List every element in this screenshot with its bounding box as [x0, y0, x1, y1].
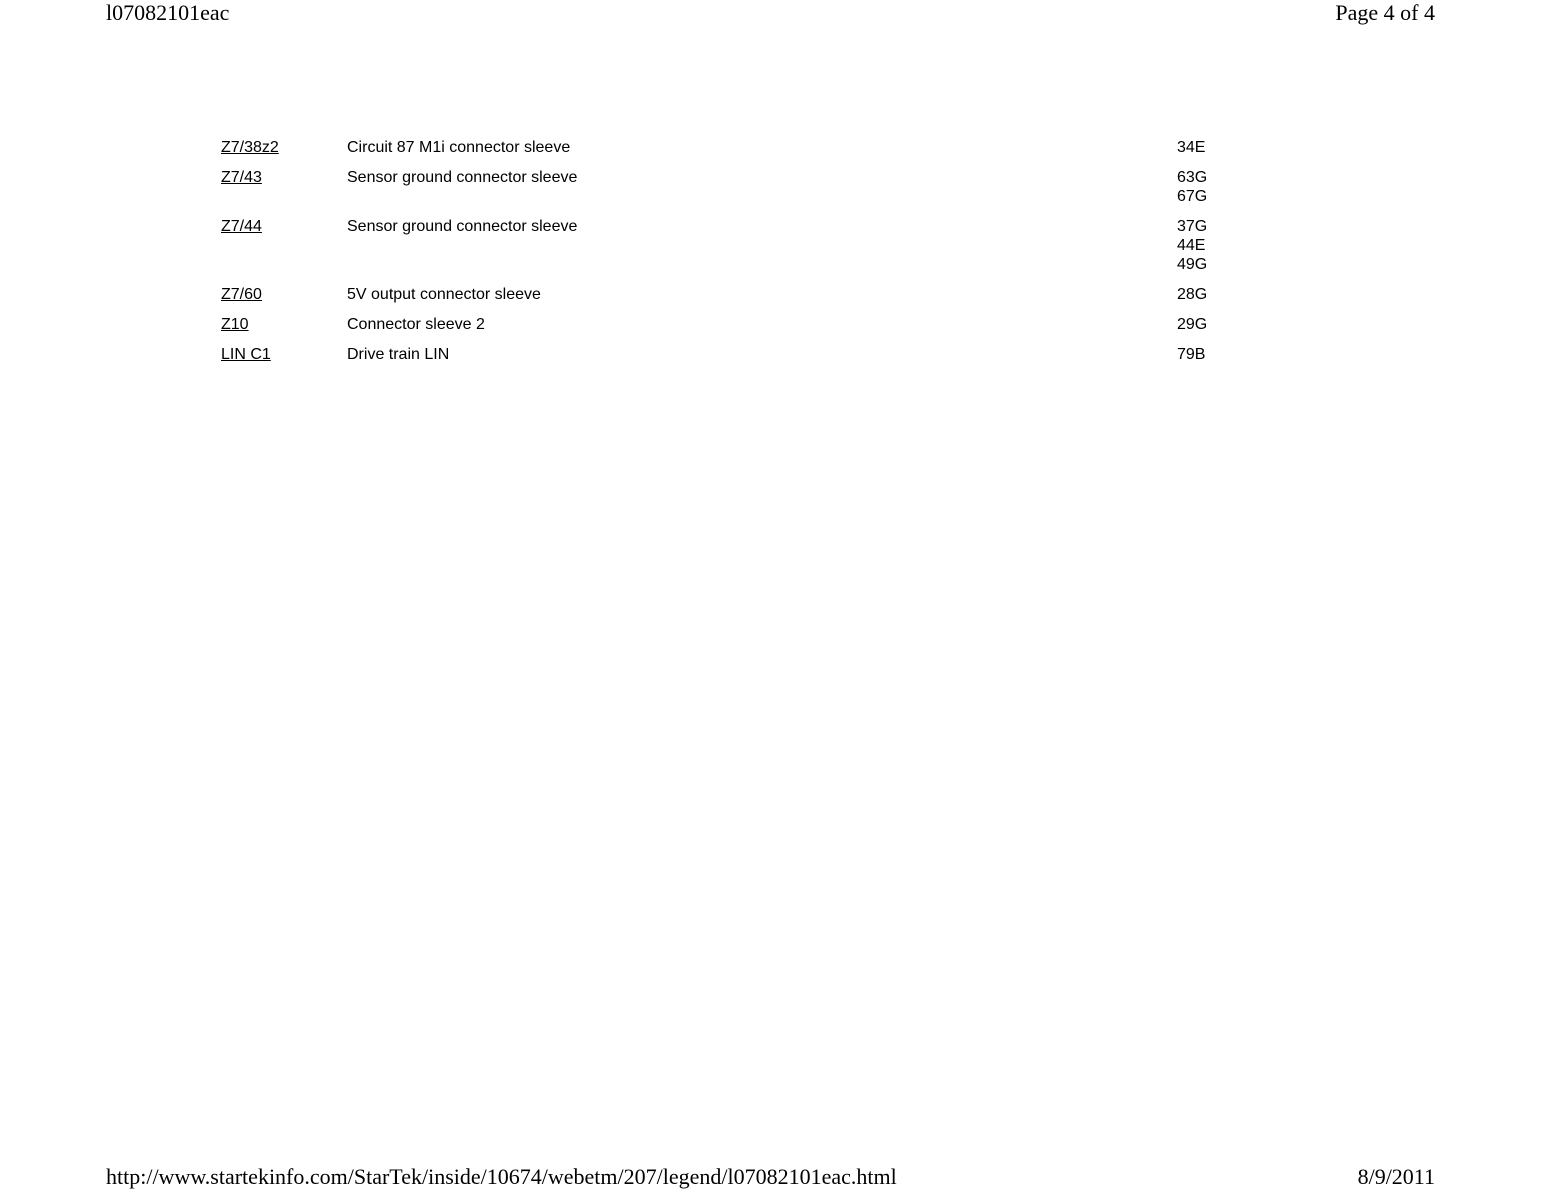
legend-refs	[1177, 168, 1321, 206]
legend-code-link[interactable]: Z10	[221, 316, 249, 333]
legend-refs	[1177, 345, 1321, 364]
legend-code-link[interactable]: Z7/44	[221, 218, 262, 235]
legend-ref: 63G	[1177, 169, 1208, 186]
legend-ref: 79B	[1177, 346, 1206, 363]
legend-description: 5V output connector sleeve	[347, 286, 541, 303]
legend-description: Circuit 87 M1i connector sleeve	[347, 139, 571, 156]
legend-ref: 29G	[1177, 316, 1208, 333]
legend-code-link[interactable]: LIN C1	[221, 346, 271, 363]
legend-description: Drive train LIN	[347, 346, 450, 363]
legend-description: Sensor ground connector sleeve	[347, 169, 578, 186]
legend-refs	[1177, 285, 1321, 304]
legend-ref: 34E	[1177, 139, 1206, 156]
legend-row	[221, 138, 1321, 157]
legend-row	[221, 217, 1321, 274]
legend-code-link[interactable]: Z7/38z2	[221, 139, 279, 156]
legend-refs	[1177, 138, 1321, 157]
legend-row	[221, 285, 1321, 304]
legend-ref: 49G	[1177, 256, 1208, 273]
legend-ref: 44E	[1177, 237, 1206, 254]
legend-code-link[interactable]: Z7/43	[221, 169, 262, 186]
document-id: l07082101eac	[106, 0, 230, 25]
legend-refs	[1177, 217, 1321, 274]
legend-ref: 67G	[1177, 188, 1208, 205]
legend-row	[221, 345, 1321, 364]
legend-ref: 37G	[1177, 218, 1208, 235]
legend-table	[221, 138, 1321, 375]
legend-ref: 28G	[1177, 286, 1208, 303]
page-number: Page 4 of 4	[1335, 0, 1435, 25]
legend-row	[221, 168, 1321, 206]
legend-code-link[interactable]: Z7/60	[221, 286, 262, 303]
legend-row	[221, 315, 1321, 334]
legend-refs	[1177, 315, 1321, 334]
legend-description: Sensor ground connector sleeve	[347, 218, 578, 235]
footer-url: http://www.startekinfo.com/StarTek/inside/10674/webetm/207/legend/l07082101eac.html	[106, 1164, 897, 1189]
legend-description: Connector sleeve 2	[347, 316, 485, 333]
footer-date: 8/9/2011	[1357, 1164, 1435, 1189]
